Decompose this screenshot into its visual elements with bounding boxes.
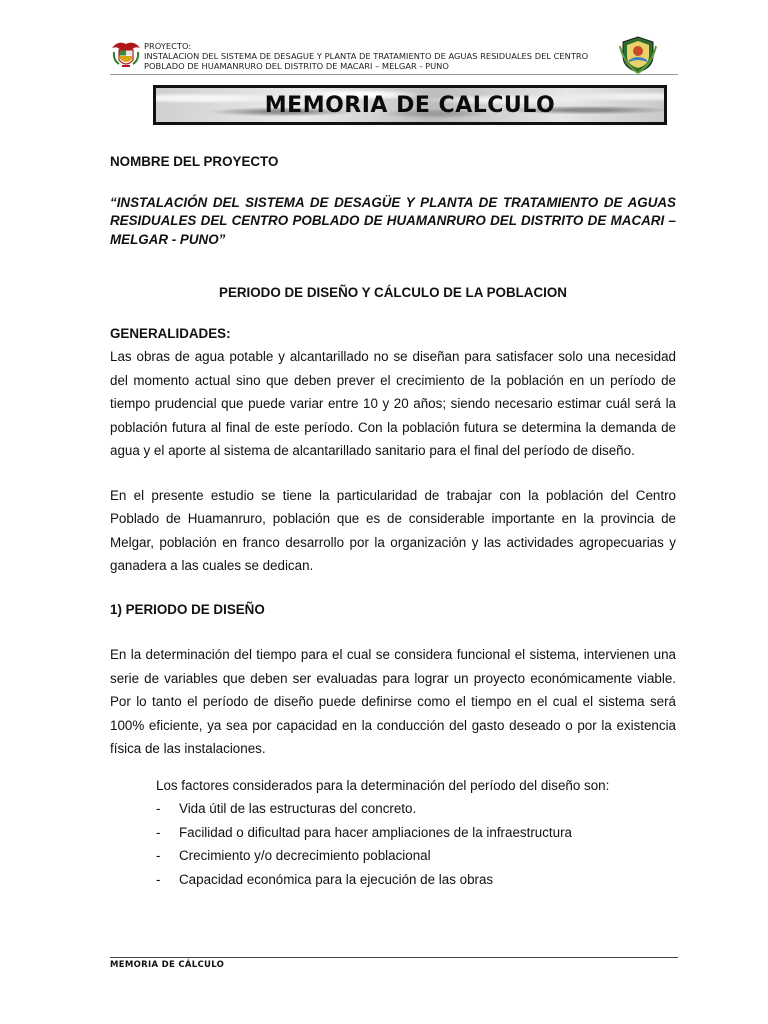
generalidades-paragraph-1: Las obras de agua potable y alcantarillado no se diseñan para satisfacer solo una necesidad del momento actual sino que deben prever el crecimiento de la población en un período de tiempo prudencial que puede variar entre 10 y 20 años; siendo necesario estimar cuál será la población futura al final de este período. Con la población futura se determina la demanda de agua y el aporte al sistema de alcantarillado sanitario para el final del período de diseño. xyxy=(110,349,676,458)
footer-divider xyxy=(110,957,678,958)
generalidades-paragraph-2: En el presente estudio se tiene la particularidad de trabajar con la población del Centro Poblado de Huamanruro, población que es de considerable importante en la provincia de Melgar, población en franco desarrollo por la organización y las actividades agropecuarias y ganadera a las cuales se dedican. xyxy=(110,487,676,573)
peru-coat-of-arms-logo xyxy=(110,38,142,70)
document-title: MEMORIA DE CALCULO xyxy=(264,92,556,118)
page-header xyxy=(110,38,678,74)
project-name: “INSTALACIÓN DEL SISTEMA DE DESAGÜE Y PLANTA DE TRATAMIENTO DE AGUAS RESIDUALES DEL CENTRO POBLADO DE HUAMANRURO DEL DISTRITO DE MACARI – MELGAR - PUNO” xyxy=(110,194,676,247)
document-body xyxy=(110,150,676,891)
document-title-banner xyxy=(153,85,667,125)
header-divider xyxy=(110,74,678,75)
generalidades-heading: GENERALIDADES: xyxy=(110,325,231,341)
list-item: - Facilidad o dificultad para hacer ampliaciones de la infraestructura xyxy=(156,824,573,840)
project-label: NOMBRE DEL PROYECTO xyxy=(110,154,279,169)
header-line-3: POBLADO DE HUAMANRURO DEL DISTRITO DE MACARI – MELGAR - PUNO xyxy=(144,61,449,71)
header-line-1: PROYECTO: xyxy=(144,41,192,51)
footer-label: MEMORIA DE CÁLCULO xyxy=(110,960,225,970)
factors-list xyxy=(110,797,676,891)
header-project-text xyxy=(144,41,624,71)
header-line-2: INSTALACION DEL SISTEMA DE DESAGUE Y PLANTA DE TRATAMIENTO DE AGUAS RESIDUALES DEL CENTRO xyxy=(144,51,589,61)
section-1-heading: 1) PERIODO DE DISEÑO xyxy=(110,601,265,617)
factors-intro: Los factores considerados para la determinación del período del diseño son: xyxy=(156,777,610,793)
list-item: - Crecimiento y/o decrecimiento poblacional xyxy=(156,848,431,863)
periodo-heading: PERIODO DE DISEÑO Y CÁLCULO DE LA POBLACION xyxy=(219,285,567,300)
municipal-crest-logo xyxy=(618,34,658,74)
list-item: - Capacidad económica para la ejecución de las obras xyxy=(156,871,494,887)
list-item: - Vida útil de las estructuras del concreto. xyxy=(156,801,417,816)
section-1-paragraph: En la determinación del tiempo para el cual se considera funcional el sistema, intervienen una serie de variables que deben ser evaluadas para lograr un proyecto económicamente viable. Por lo tanto el período de diseño puede definirse como el tiempo en el cual el sistema será 100% eficiente, ya sea por capacidad en la conducción del gasto deseado o por la existencia física de las instalaciones. xyxy=(110,647,676,756)
